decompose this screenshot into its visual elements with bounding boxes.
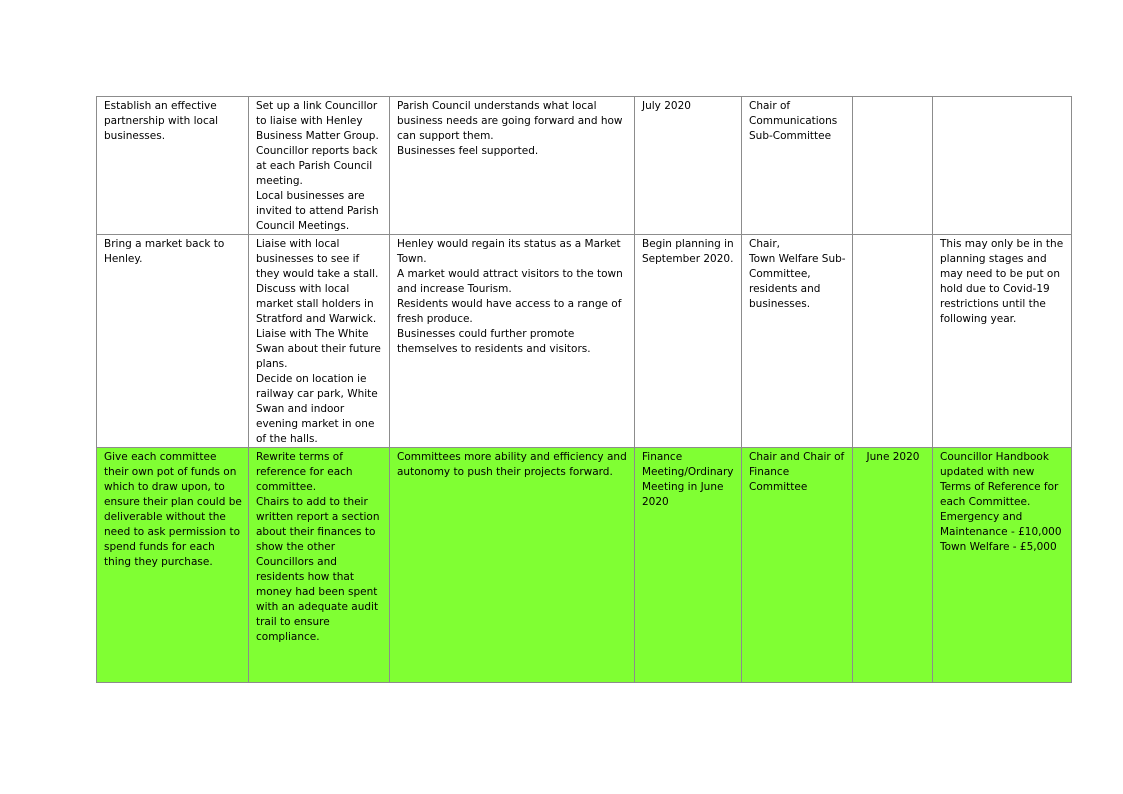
timescale-cell <box>635 235 742 448</box>
lead-text: Town Welfare Sub-Committee, residents and businesses. <box>749 253 846 310</box>
timescale-cell <box>635 97 742 235</box>
action-item: Liaise with local businesses to see if they would take a stall. <box>256 238 379 280</box>
notes-text: This may only be in the planning stages and may need to be put on hold due to Covid-19 restrictions until the following year. <box>940 238 1067 325</box>
completed-text: June 2020 <box>866 451 920 463</box>
action-item: Discuss with local market stall holders in Stratford and Warwick. <box>256 283 377 325</box>
table-row <box>97 97 1072 235</box>
lead-text: Chair of Communications Sub-Committee <box>749 100 841 142</box>
objective-cell <box>97 235 249 448</box>
objective-cell <box>97 448 249 683</box>
notes-text: Town Welfare - £5,000 <box>940 541 1057 553</box>
lead-text: Chair and Chair of Finance Committee <box>749 451 848 493</box>
timescale-text: July 2020 <box>642 100 691 112</box>
table-row <box>97 448 1072 683</box>
notes-text: Emergency and Maintenance - £10,000 <box>940 511 1062 538</box>
completed-cell <box>853 97 933 235</box>
notes-cell <box>933 448 1072 683</box>
notes-cell <box>933 97 1072 235</box>
action-item: Rewrite terms of reference for each committee. <box>256 451 356 493</box>
outcomes-cell <box>390 235 635 448</box>
lead-cell <box>742 448 853 683</box>
timescale-text: Finance Meeting/Ordinary Meeting in June 2020 <box>642 451 737 508</box>
objective-text: Bring a market back to Henley. <box>104 238 228 265</box>
outcome-item: Parish Council understands what local business needs are going forward and how can support them. <box>397 100 626 142</box>
action-item: Set up a link Councillor to liaise with Henley Business Matter Group. <box>256 100 381 142</box>
lead-cell <box>742 97 853 235</box>
completed-cell <box>853 448 933 683</box>
outcome-item: Businesses feel supported. <box>397 145 539 157</box>
action-item: Decide on location ie railway car park, White Swan and indoor evening market in one of the halls. <box>256 373 382 445</box>
outcome-item: Businesses could further promote themselves to residents and visitors. <box>397 328 591 355</box>
actions-cell <box>249 448 390 683</box>
table-row <box>97 235 1072 448</box>
actions-cell <box>249 97 390 235</box>
action-item: Local businesses are invited to attend Parish Council Meetings. <box>256 190 382 232</box>
objective-text: Establish an effective partnership with local businesses. <box>104 100 222 142</box>
timescale-cell <box>635 448 742 683</box>
timescale-text: Begin planning in September 2020. <box>642 238 738 265</box>
outcome-item: Residents would have access to a range of fresh produce. <box>397 298 625 325</box>
outcomes-cell <box>390 448 635 683</box>
notes-cell <box>933 235 1072 448</box>
outcomes-cell <box>390 97 635 235</box>
lead-cell <box>742 235 853 448</box>
action-plan-table <box>96 96 1072 683</box>
action-item: Councillor reports back at each Parish Council meeting. <box>256 145 381 187</box>
completed-cell <box>853 235 933 448</box>
outcome-item: Henley would regain its status as a Market Town. <box>397 238 624 265</box>
notes-text: Councillor Handbook updated with new Terms of Reference for each Committee. <box>940 451 1062 508</box>
action-item: Chairs to add to their written report a section about their finances to show the other Councillors and residents how that money had been spent with an adequate audit trail to ensure compliance. <box>256 496 383 643</box>
lead-text: Chair, <box>749 238 780 250</box>
actions-cell <box>249 235 390 448</box>
objective-text: Give each committee their own pot of funds on which to draw upon, to ensure their plan could be deliverable without the need to ask permission to spend funds for each thing they purchase. <box>104 451 246 568</box>
objective-cell <box>97 97 249 235</box>
action-item: Liaise with The White Swan about their future plans. <box>256 328 385 370</box>
outcome-item: Committees more ability and efficiency and autonomy to push their projects forward. <box>397 451 631 478</box>
outcome-item: A market would attract visitors to the town and increase Tourism. <box>397 268 627 295</box>
